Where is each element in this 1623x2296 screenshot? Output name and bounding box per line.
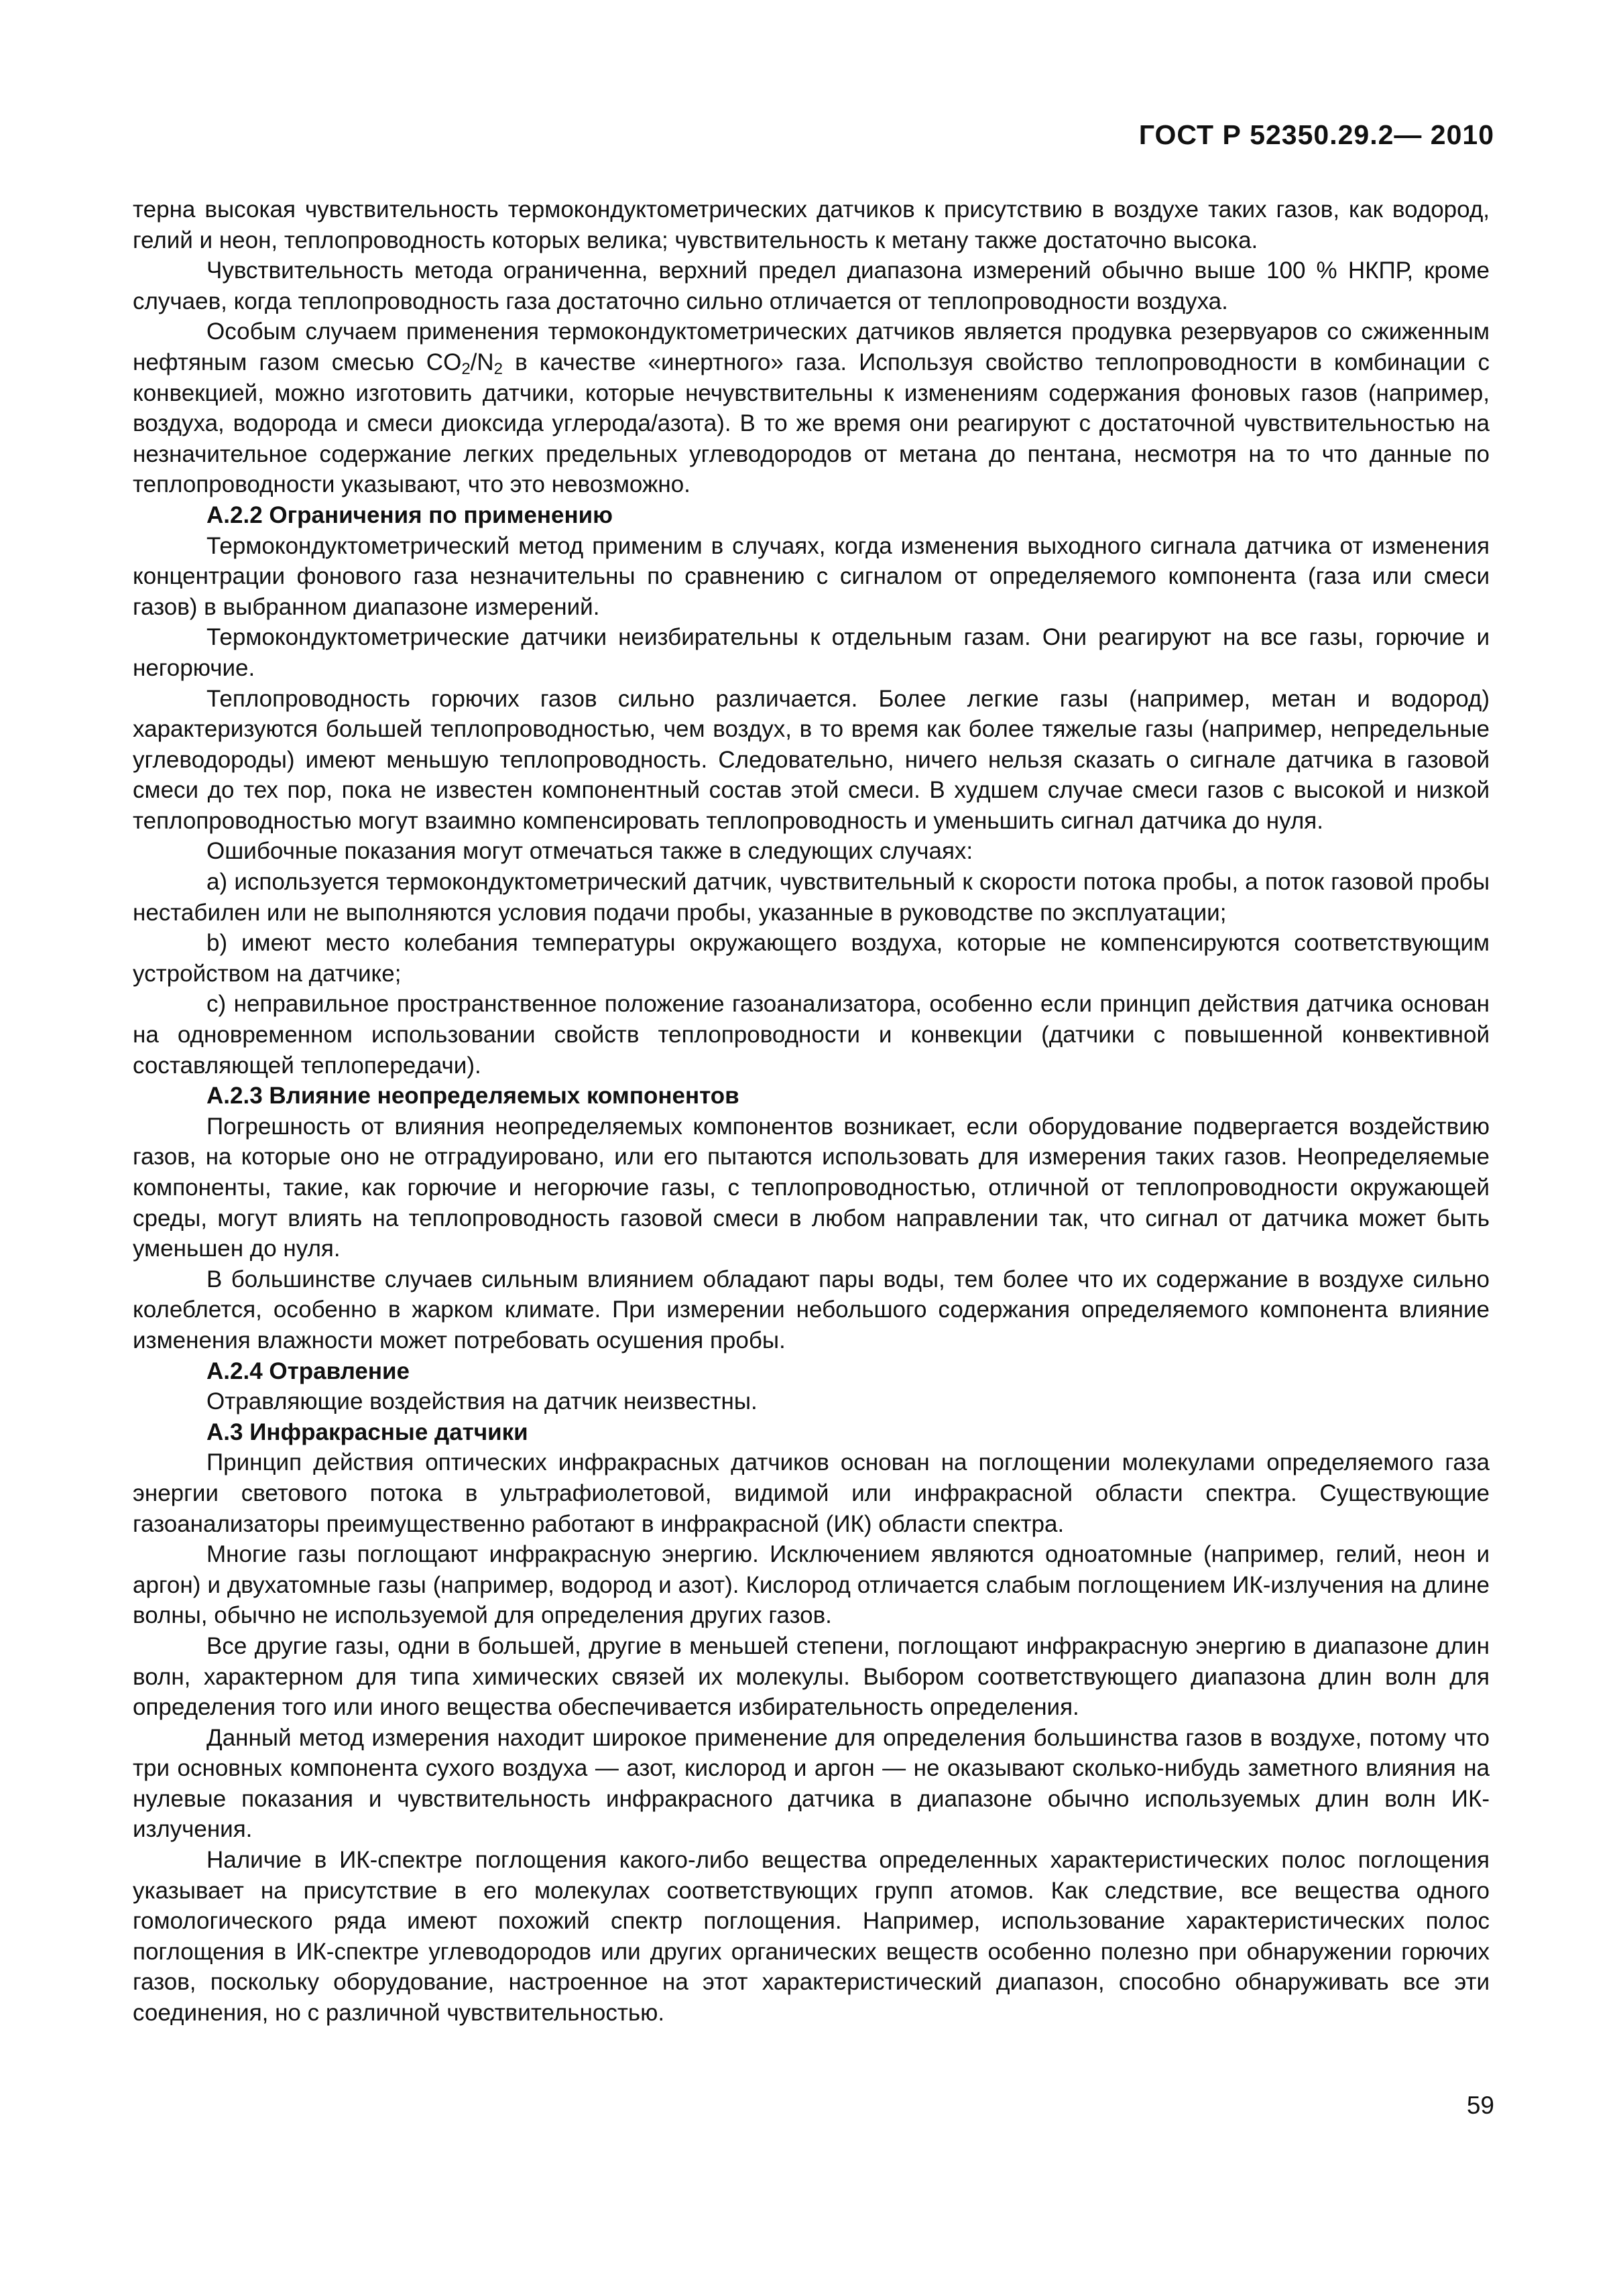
subscript: 2 [461,359,471,378]
standard-header: ГОСТ Р 52350.29.2— 2010 [1138,119,1494,150]
paragraph: Данный метод измерения находит широкое применение для определения большинства газов в воздухе, потому что три основных компонента сухого воздуха — азот, кислород и аргон — не оказывают сколько-нибудь заметного влияния на нулевые показания и чувствительность инфракрасного датчика в диапазоне обычно используемых длин волн ИК-излучения. [133,1724,1490,1843]
section-heading-a3: А.3 Инфракрасные датчики [206,1418,528,1445]
paragraph: терна высокая чувствительность термокондуктометрических датчиков к присутствию в воздухе таких газов, как водород, гелий и неон, теплопроводность которых велика; чувствительность к метану также достаточно высока. [133,196,1490,253]
paragraph: Теплопроводность горючих газов сильно различается. Более легкие газы (например, метан и водород) характеризуются большей теплопроводностью, чем воздух, в то время как более тяжелые газы (например, непредельные углеводороды) имеют меньшую теплопроводность. Следовательно, ничего нельзя сказать о сигнале датчика в газовой смеси до тех пор, пока не известен компонентный состав этой смеси. В худшем случае смеси газов с высокой и низкой теплопроводностью могут взаимно компенсировать теплопроводность и уменьшить сигнал датчика до нуля. [133,685,1490,834]
paragraph: Термокондуктометрические датчики неизбирательны к отдельным газам. Они реагируют на все газы, горючие и негорючие. [133,624,1490,681]
section-heading-a22: А.2.2 Ограничения по применению [206,501,613,528]
subscript: 2 [493,359,503,378]
paragraph: В большинстве случаев сильным влиянием обладают пары воды, тем более что их содержание в воздухе сильно колеблется, особенно в жарком климате. При измерении небольшого содержания определяемого компонента влияние изменения влажности может потребовать осушения пробы. [133,1266,1490,1353]
text-fragment: в качестве «инертного» газа. Используя свойство теплопроводности в комбинации с конвекцией, можно изготовить датчики, которые нечувствительны к изменениям содержания фоновых газов (например, воздуха, водорода и смеси диоксида углерода/азота). В то же время они реагируют с достаточной чувствительностью на незначительное содержание легких предельных углеводородов от метана до пентана, несмотря на то что данные по теплопроводности указывают, что это невозможно. [133,349,1490,498]
paragraph: Принцип действия оптических инфракрасных датчиков основан на поглощении молекулами определяемого газа энергии светового потока в ультрафиолетовой, видимой или инфракрасной области спектра. Существующие газоанализаторы преимущественно работают в инфракрасной (ИК) области спектра. [133,1449,1490,1537]
section-heading-a23: А.2.3 Влияние неопределяемых компонентов [206,1083,739,1109]
paragraph: Погрешность от влияния неопределяемых компонентов возникает, если оборудование подвергается воздействию газов, на которые оно не отградуировано, или его пытаются использовать для измерения таких газов. Неопределяемые компоненты, такие, как горючие и негорючие газы, с теплопроводностью, отличной от теплопроводности окружающей среды, могут влиять на теплопроводность газовой смеси в любом направлении так, что сигнал от датчика может быть уменьшен до нуля. [133,1113,1490,1262]
list-item: c) неправильное пространственное положение газоанализатора, особенно если принцип действия датчика основан на одновременном использовании свойств теплопроводности и конвекции (датчики с повышенной конвективной составляющей теплопередачи). [133,991,1490,1079]
paragraph-with-formula [133,316,1490,500]
list-item: b) имеют место колебания температуры окружающего воздуха, которые не компенсируются соответствующим устройством на датчике; [133,930,1490,987]
document-body [133,194,1490,2029]
text-fragment: Особым случаем применения термокондуктометрических датчиков является продувка резервуаров со сжиженным нефтяным газом смесью CO [133,318,1490,375]
page-number: 59 [1466,2092,1494,2119]
paragraph: Чувствительность метода ограниченна, верхний предел диапазона измерений обычно выше 100 % НКПР, кроме случаев, когда теплопроводность газа достаточно сильно отличается от теплопроводности воздуха. [133,257,1490,314]
paragraph: Ошибочные показания могут отмечаться также в следующих случаях: [206,838,973,865]
text-fragment: /N [470,349,494,375]
paragraph: Наличие в ИК-спектре поглощения какого-либо вещества определенных характеристических полос поглощения указывает на присутствие в его молекулах соответствующих групп атомов. Как следствие, все вещества одного гомологического ряда имеют похожий спектр поглощения. Например, использование характеристических полос поглощения в ИК-спектре углеводородов или других органических веществ особенно полезно при обнаружении горючих газов, поскольку оборудование, настроенное на этот характеристический диапазон, способно обнаруживать все эти соединения, но с различной чувствительностью. [133,1847,1490,2027]
paragraph: Термокондуктометрический метод применим в случаях, когда изменения выходного сигнала датчика от изменения концентрации фонового газа незначительны по сравнению с сигналом от определяемого компонента (газа или смеси газов) в выбранном диапазоне измерений. [133,532,1490,620]
paragraph: Многие газы поглощают инфракрасную энергию. Исключением являются одноатомные (например, гелий, неон и аргон) и двухатомные газы (например, водород и азот). Кислород отличается слабым поглощением ИК-излучения на длине волны, обычно не используемой для определения других газов. [133,1541,1490,1629]
paragraph: Отравляющие воздействия на датчик неизвестны. [206,1388,758,1415]
paragraph: Все другие газы, одни в большей, другие в меньшей степени, поглощают инфракрасную энергию в диапазоне длин волн, характерном для типа химических связей их молекулы. Выбором соответствующего диапазона длин волн для определения того или иного вещества обеспечивается избирательность определения. [133,1632,1490,1721]
section-heading-a24: А.2.4 Отравление [206,1357,410,1384]
list-item: a) используется термокондуктометрический датчик, чувствительный к скорости потока пробы, а поток газовой пробы нестабилен или не выполняются условия подачи пробы, указанные в руководстве по эксплуатации; [133,869,1490,926]
